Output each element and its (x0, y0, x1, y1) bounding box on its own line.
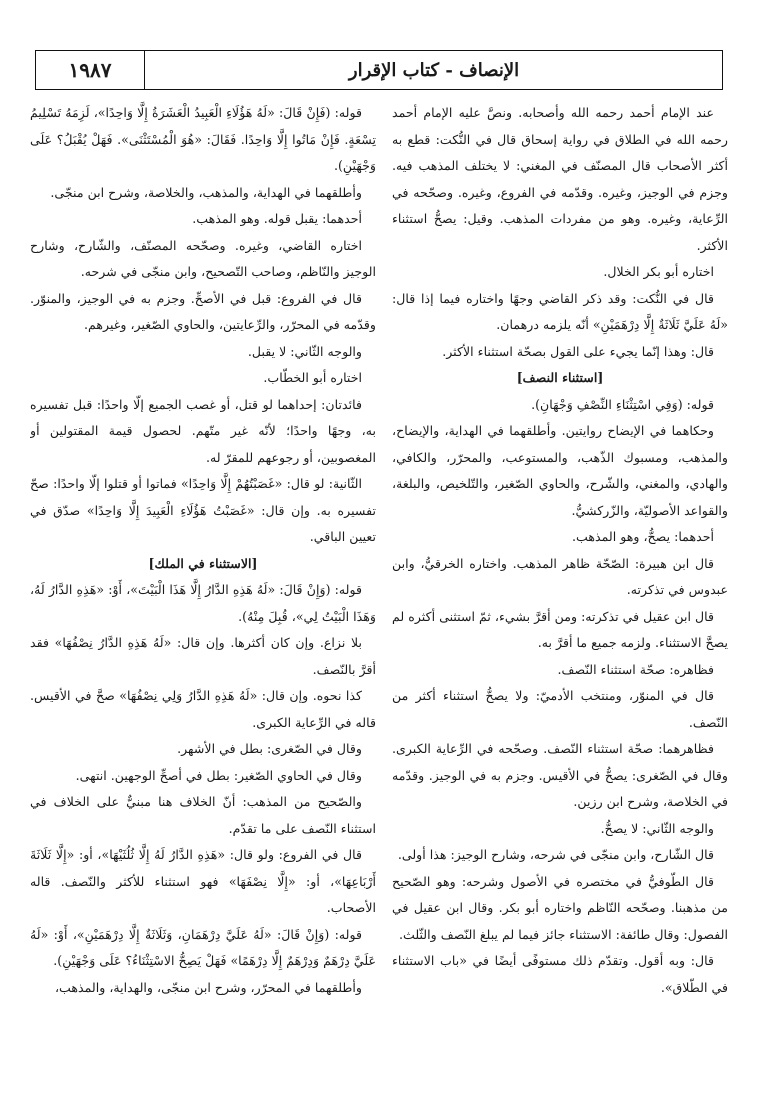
page-number: ١٩٨٧ (68, 58, 112, 82)
section-heading: [الاستثناء في الملك] (148, 555, 258, 571)
paragraph: قوله: (وَإِنْ قَالَ: «لَهُ هَذِهِ الدَّارُ إِلَّا هَذَا الْبَيْتَ»، أَوْ: «هَذِهِ الدَّارُ لَهُ، وَهَذَا الْبَيْتُ لِي»، قُبِلَ مِنْهُ). (30, 582, 376, 624)
paragraph: عند الإمام أحمد رحمه الله وأصحابه. ونصَّ عليه الإمام أحمد رحمه الله في الطلاق في رواية إسحاق قال في النُّكت: قطع به أكثر الأصحاب قال المصنّف في المغني: لا يختلف المذهب فيه. وجزم في الوجيز، وغيره. وقدّمه في الفروع، وغيره. وصحّحه في الرِّعاية، وغيره. وهو من مفردات المذهب. وقيل: يصحُّ استثناء الأكثر. (392, 105, 728, 253)
paragraph: بلا نزاع. وإن كان أكثرها. وإن قال: «لَهُ هَذِهِ الدَّارُ نِصْفُهَا» فقد أقرَّ بالنّصف. (30, 635, 376, 677)
paragraph: وحكاهما في الإيضاح روايتين. وأطلقهما في الهداية، والإيضاح، والمذهب، ومسبوك الذّهب، والمستوعب، والمحرّر، والكافي، والهادي، والمغني، والشّرح، والحاوي الصّغير، والتّلخيص، والبلغة، والقواعد الأصوليّة، والزّركشيُّ. (392, 423, 728, 518)
paragraph: قال ابن هبيرة: الصّحّة ظاهر المذهب. واختاره الخرقيُّ، وابن عبدوس في تذكرته. (392, 555, 728, 597)
paragraph: قال في المنوّر، ومنتخب الأدميّ: ولا يصحُّ استثناء أكثر من النّصف. (392, 688, 728, 730)
paragraph: كذا نحوه. وإن قال: «لَهُ هَذِهِ الدَّارُ وَلِي نِصْفُهَا» صحَّ في الأقيس. قاله في الرِّعاية الكبرى. (30, 688, 376, 730)
paragraph: والوجه الثّاني: لا يقبل. (247, 343, 362, 359)
paragraph: فائدتان: إحداهما لو قتل، أو غصب الجميع إلّا واحدًا: قبل تفسيره به، وجهًا واحدًا؛ لأنّه غير متّهم. لحصول قيمة المقتولين أو المغصوبين، أو رجوعهم للمقرّ له. (30, 396, 376, 465)
paragraph: والوجه الثّاني: لا يصحُّ. (600, 820, 714, 836)
paragraph: قال: وبه أقول. وتقدّم ذلك مستوفًى أيضًا في «باب الاستثناء في الطّلاق». (392, 953, 728, 995)
paragraph: اختاره القاضي، وغيره. وصحّحه المصنّف، والشّارح، وشارح الوجيز والنّاظم، وصاحب التّصحيح، وابن منجّى في شرحه. (30, 237, 376, 279)
paragraph: اختاره أبو بكر الخلال. (603, 264, 714, 279)
paragraph: قال: وهذا إنّما يجيء على القول بصحّة استثناء الأكثر. (442, 343, 714, 359)
paragraph: قوله: (فَإِنْ قَالَ: «لَهُ هَؤُلَاءِ الْعَبِيدُ الْعَشَرَةُ إِلَّا وَاحِدًا»، لَزِمَهُ تَسْلِيمُ تِسْعَةٍ. فَإِنْ مَاتُوا إِلَّا وَاحِدًا. فَقَالَ: «هُوَ الْمُسْتَثْنَى». فَهَلْ يُقْبَلُ؟ عَلَى وَجْهَيْنِ). (30, 105, 376, 173)
paragraph: الثّانية: لو قال: «غَصَبْتُهُمْ إِلَّا وَاحِدًا» فماتوا أو قتلوا إلّا واحدًا: صحّ تفسيره به. وإن قال: «غَصَبْتُ هَؤُلَاءِ الْعَبِيدَ إِلَّا وَاحِدًا» صدّق في تعيين الباقي. (30, 476, 376, 544)
paragraph: أحدهما: يقبل قوله. وهو المذهب. (192, 211, 362, 226)
paragraph: قال ابن عقيل في تذكرته: ومن أقرَّ بشيء، ثمّ استثنى أكثره لم يصحَّ الاستثناء. ولزمه جميع ما أقرَّ به. (392, 608, 728, 650)
paragraph: اختاره أبو الخطّاب. (263, 370, 362, 385)
paragraph: والصّحيح من المذهب: أنّ الخلاف هنا مبنيٌّ على الخلاف في استثناء النّصف على ما تقدّم. (30, 794, 376, 836)
paragraph: وقال في الحاوي الصّغير: بطل في أصحِّ الوجهين. انتهى. (75, 767, 362, 783)
paragraph: أحدهما: يصحُّ، وهو المذهب. (572, 529, 714, 544)
header-divider (144, 51, 145, 89)
left-text-column (30, 100, 376, 1095)
paragraph: قال في الفروع: ولو قال: «هَذِهِ الدَّارُ لَهُ إِلَّا ثُلُثَيْهَا»، أو: «إِلَّا ثَلَاثَةَ أَرْبَاعِهَا»، أو: «إِلَّا نِصْفَهَا» فهو استثناء للأكثر والنّصف. قاله الأصحاب. (30, 847, 376, 915)
paragraph: قال الطّوفيُّ في مختصره في الأصول وشرحه: وهو الصّحيح من مذهبنا. وصحّحه النّاظم واختاره أبو بكر. وقال ابن عقيل في الفصول: وقال طائفة: الاستثناء جائز فيما لم يبلغ النّصف والثّلث. (392, 873, 728, 942)
paragraph: وأطلقهما في الهداية، والمذهب، والخلاصة، وشرح ابن منجّى. (50, 184, 362, 200)
paragraph: وأطلقهما في المحرّر، وشرح ابن منجّى، والهداية، والمذهب، (54, 979, 362, 995)
paragraph: قوله: (وَفِي اسْتِثْنَاءِ النِّصْفِ وَجْهَانِ). (531, 396, 714, 412)
section-heading: [استثناء النصف] (516, 370, 604, 385)
page-title: الإنصاف - كتاب الإقرار (348, 59, 520, 81)
paragraph: فظاهرهما: صحّة استثناء النّصف. وصحّحه في الرِّعاية الكبرى. وقال في الصّغرى: يصحُّ في الأقيس. وجزم به في الوجيز. وقدّمه في الخلاصة، وشرح ابن رزين. (392, 741, 728, 809)
page-header (35, 50, 723, 90)
paragraph: وقال في الصّغرى: بطل في الأشهر. (177, 741, 362, 756)
paragraph: فظاهره: صحّة استثناء النّصف. (557, 661, 714, 677)
paragraph: قوله: (وَإِنْ قَالَ: «لَهُ عَلَيَّ دِرْهَمَانِ، وَثَلَاثَةٌ إِلَّا دِرْهَمَيْنِ»، أَوْ: «لَهُ عَلَيَّ دِرْهَمٌ وَدِرْهَمٌ إِلَّا دِرْهَمًا» فَهَلْ يَصِحُّ الاسْتِثْنَاءُ؟ عَلَى وَجْهَيْنِ). (30, 926, 376, 968)
paragraph: قال الشّارح، وابن منجّى في شرحه، وشارح الوجيز: هذا أولى. (397, 847, 714, 862)
paragraph: قال في الفروع: قبل في الأصحِّ. وجزم به في الوجيز، والمنوّر. وقدّمه في المحرّر، والرِّعايتين، والحاوي الصّغير، وغيرهم. (30, 290, 376, 332)
paragraph: قال في النُّكت: وقد ذكر القاضي وجهًا واختاره فيما إذا قال: «لَهُ عَلَيَّ ثَلَاثَةٌ إِلَّا دِرْهَمَيْنِ» أنّه يلزمه درهمان. (392, 290, 728, 332)
right-text-column (392, 100, 728, 1095)
